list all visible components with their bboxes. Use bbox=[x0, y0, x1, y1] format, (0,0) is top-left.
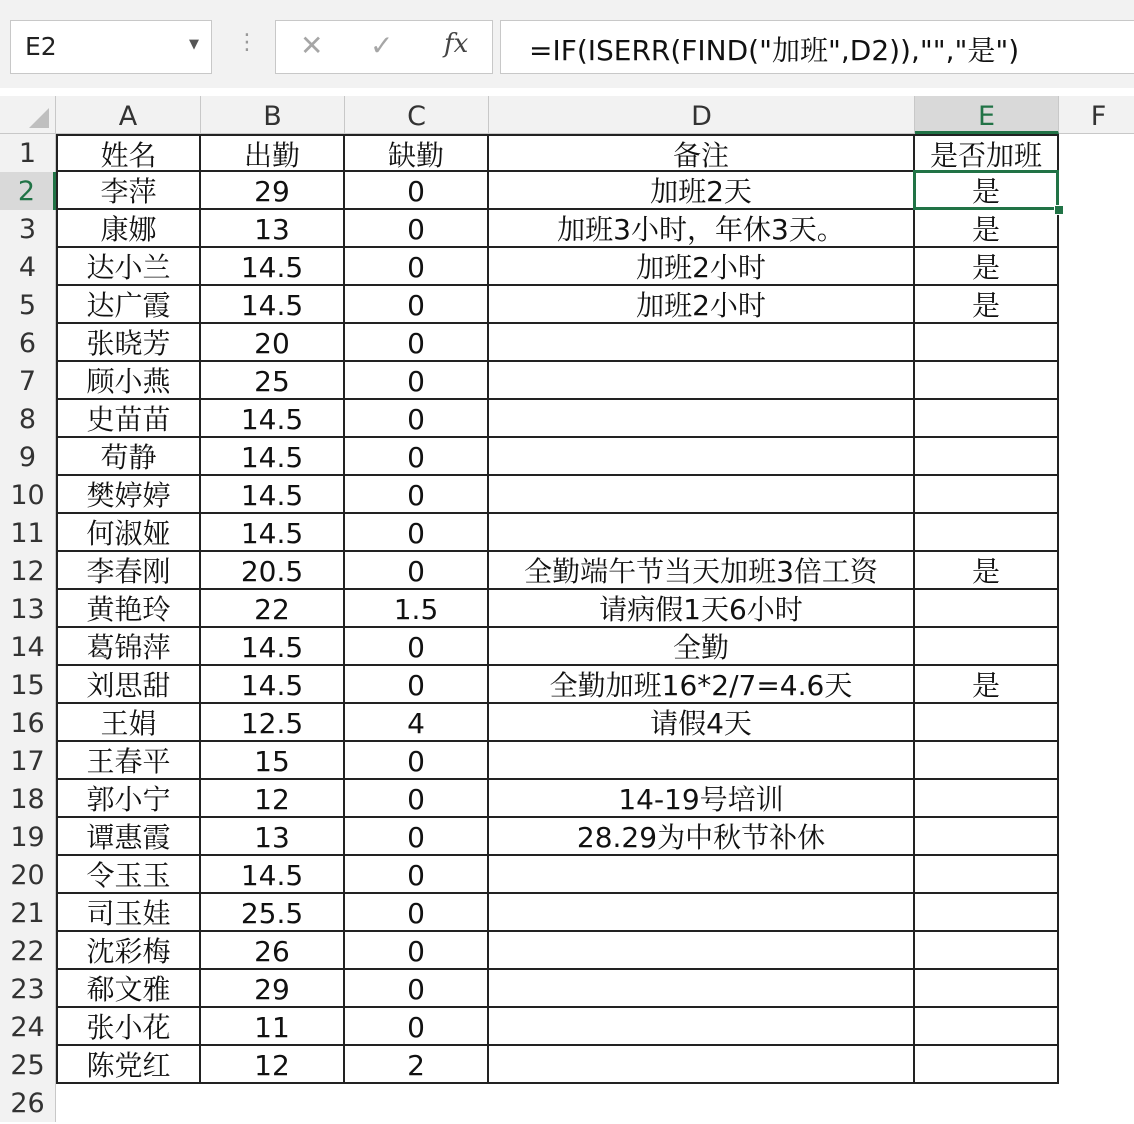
cell-e4[interactable]: 是 bbox=[915, 248, 1059, 286]
select-all-icon bbox=[29, 108, 49, 128]
cell-b1[interactable]: 出勤 bbox=[201, 134, 345, 172]
row-header[interactable]: 2 bbox=[0, 172, 56, 210]
row-header[interactable]: 17 bbox=[0, 742, 56, 780]
formula-bar-area bbox=[0, 0, 1134, 88]
formula-buttons bbox=[275, 20, 493, 74]
cell-b12[interactable]: 20.5 bbox=[201, 552, 345, 590]
row-header[interactable]: 16 bbox=[0, 704, 56, 742]
cell-d14[interactable]: 全勤 bbox=[489, 628, 915, 666]
cell-a8[interactable]: 史苗苗 bbox=[56, 400, 201, 438]
cell-e12[interactable]: 是 bbox=[915, 552, 1059, 590]
cell-c8[interactable]: 0 bbox=[345, 400, 489, 438]
cell-b11[interactable]: 14.5 bbox=[201, 514, 345, 552]
cell-a13[interactable]: 黄艳玲 bbox=[56, 590, 201, 628]
cell-b8[interactable]: 14.5 bbox=[201, 400, 345, 438]
cell-a6[interactable]: 张晓芳 bbox=[56, 324, 201, 362]
cell-e9[interactable] bbox=[915, 438, 1059, 476]
cell-d22[interactable] bbox=[489, 932, 915, 970]
spreadsheet-grid bbox=[0, 96, 1134, 1119]
cell-c20[interactable]: 0 bbox=[345, 856, 489, 894]
cell-a15[interactable]: 刘思甜 bbox=[56, 666, 201, 704]
cell-c18[interactable]: 0 bbox=[345, 780, 489, 818]
cell-a5[interactable]: 达广霞 bbox=[56, 286, 201, 324]
column-header-c[interactable]: C bbox=[345, 96, 489, 134]
cell-e1[interactable]: 是否加班 bbox=[915, 134, 1059, 172]
cell-c1[interactable]: 缺勤 bbox=[345, 134, 489, 172]
cell-d23[interactable] bbox=[489, 970, 915, 1008]
cell-b4[interactable]: 14.5 bbox=[201, 248, 345, 286]
cell-a17[interactable]: 王春平 bbox=[56, 742, 201, 780]
row-header[interactable]: 15 bbox=[0, 666, 56, 704]
cell-c23[interactable]: 0 bbox=[345, 970, 489, 1008]
cell-b21[interactable]: 25.5 bbox=[201, 894, 345, 932]
cell-b9[interactable]: 14.5 bbox=[201, 438, 345, 476]
column-header-a[interactable]: A bbox=[56, 96, 201, 134]
cell-c6[interactable]: 0 bbox=[345, 324, 489, 362]
row-header[interactable]: 4 bbox=[0, 248, 56, 286]
drag-handle-icon[interactable]: ⋮ bbox=[236, 30, 258, 55]
cell-d11[interactable] bbox=[489, 514, 915, 552]
cell-b20[interactable]: 14.5 bbox=[201, 856, 345, 894]
cell-c15[interactable]: 0 bbox=[345, 666, 489, 704]
cell-c11[interactable]: 0 bbox=[345, 514, 489, 552]
cell-e20[interactable] bbox=[915, 856, 1059, 894]
cell-a21[interactable]: 司玉娃 bbox=[56, 894, 201, 932]
cell-d21[interactable] bbox=[489, 894, 915, 932]
row-header[interactable]: 26 bbox=[0, 1084, 56, 1122]
cell-a25[interactable]: 陈党红 bbox=[56, 1046, 201, 1084]
cell-b25[interactable]: 12 bbox=[201, 1046, 345, 1084]
cell-b23[interactable]: 29 bbox=[201, 970, 345, 1008]
cell-c9[interactable]: 0 bbox=[345, 438, 489, 476]
cell-b19[interactable]: 13 bbox=[201, 818, 345, 856]
cell-d16[interactable]: 请假4天 bbox=[489, 704, 915, 742]
cancel-icon[interactable]: ✕ bbox=[300, 29, 324, 62]
cell-a9[interactable]: 苟静 bbox=[56, 438, 201, 476]
cell-b13[interactable]: 22 bbox=[201, 590, 345, 628]
cell-d1[interactable]: 备注 bbox=[489, 134, 915, 172]
cell-d4[interactable]: 加班2小时 bbox=[489, 248, 915, 286]
chevron-down-icon[interactable]: ▼ bbox=[189, 37, 199, 52]
cell-c12[interactable]: 0 bbox=[345, 552, 489, 590]
cell-e14[interactable] bbox=[915, 628, 1059, 666]
cell-d2[interactable]: 加班2天 bbox=[489, 172, 915, 210]
cell-c21[interactable]: 0 bbox=[345, 894, 489, 932]
cell-d9[interactable] bbox=[489, 438, 915, 476]
cell-b7[interactable]: 25 bbox=[201, 362, 345, 400]
cell-c3[interactable]: 0 bbox=[345, 210, 489, 248]
cell-a10[interactable]: 樊婷婷 bbox=[56, 476, 201, 514]
cell-b15[interactable]: 14.5 bbox=[201, 666, 345, 704]
insert-function-icon[interactable]: fx bbox=[444, 29, 469, 59]
confirm-icon[interactable]: ✓ bbox=[370, 29, 394, 62]
cell-b16[interactable]: 12.5 bbox=[201, 704, 345, 742]
cell-a20[interactable]: 令玉玉 bbox=[56, 856, 201, 894]
cell-e8[interactable] bbox=[915, 400, 1059, 438]
row-header[interactable]: 7 bbox=[0, 362, 56, 400]
cell-c13[interactable]: 1.5 bbox=[345, 590, 489, 628]
cell-c25[interactable]: 2 bbox=[345, 1046, 489, 1084]
cell-d18[interactable]: 14-19号培训 bbox=[489, 780, 915, 818]
cell-a4[interactable]: 达小兰 bbox=[56, 248, 201, 286]
row-header[interactable]: 12 bbox=[0, 552, 56, 590]
name-box-value: E2 bbox=[25, 32, 57, 61]
cell-a19[interactable]: 谭惠霞 bbox=[56, 818, 201, 856]
row-header[interactable]: 14 bbox=[0, 628, 56, 666]
cell-e6[interactable] bbox=[915, 324, 1059, 362]
cell-e23[interactable] bbox=[915, 970, 1059, 1008]
cell-a18[interactable]: 郭小宁 bbox=[56, 780, 201, 818]
cell-e2[interactable]: 是 bbox=[915, 172, 1059, 210]
cell-d6[interactable] bbox=[489, 324, 915, 362]
cell-b2[interactable]: 29 bbox=[201, 172, 345, 210]
cell-d19[interactable]: 28.29为中秋节补休 bbox=[489, 818, 915, 856]
row-header[interactable]: 5 bbox=[0, 286, 56, 324]
row-header[interactable]: 22 bbox=[0, 932, 56, 970]
cell-c14[interactable]: 0 bbox=[345, 628, 489, 666]
cell-b22[interactable]: 26 bbox=[201, 932, 345, 970]
cell-a14[interactable]: 葛锦萍 bbox=[56, 628, 201, 666]
row-header[interactable]: 18 bbox=[0, 780, 56, 818]
cell-d8[interactable] bbox=[489, 400, 915, 438]
row-header[interactable]: 13 bbox=[0, 590, 56, 628]
cell-b14[interactable]: 14.5 bbox=[201, 628, 345, 666]
column-header-e[interactable]: E bbox=[915, 96, 1059, 134]
cell-d24[interactable] bbox=[489, 1008, 915, 1046]
row-header[interactable]: 6 bbox=[0, 324, 56, 362]
cell-b6[interactable]: 20 bbox=[201, 324, 345, 362]
cell-e18[interactable] bbox=[915, 780, 1059, 818]
cell-b3[interactable]: 13 bbox=[201, 210, 345, 248]
cell-e3[interactable]: 是 bbox=[915, 210, 1059, 248]
cell-e7[interactable] bbox=[915, 362, 1059, 400]
fill-handle[interactable] bbox=[1054, 205, 1064, 215]
cell-d3[interactable]: 加班3小时，年休3天。 bbox=[489, 210, 915, 248]
cell-c4[interactable]: 0 bbox=[345, 248, 489, 286]
cell-e21[interactable] bbox=[915, 894, 1059, 932]
row-header[interactable]: 10 bbox=[0, 476, 56, 514]
cell-d25[interactable] bbox=[489, 1046, 915, 1084]
cell-d12[interactable]: 全勤端午节当天加班3倍工资 bbox=[489, 552, 915, 590]
cell-d15[interactable]: 全勤加班16*2/7=4.6天 bbox=[489, 666, 915, 704]
cell-a7[interactable]: 顾小燕 bbox=[56, 362, 201, 400]
cell-c10[interactable]: 0 bbox=[345, 476, 489, 514]
row-header[interactable]: 23 bbox=[0, 970, 56, 1008]
cell-e17[interactable] bbox=[915, 742, 1059, 780]
cell-a1[interactable]: 姓名 bbox=[56, 134, 201, 172]
formula-text: =IF(ISERR(FIND("加班",D2)),"","是") bbox=[529, 34, 1020, 67]
cell-c5[interactable]: 0 bbox=[345, 286, 489, 324]
cell-e11[interactable] bbox=[915, 514, 1059, 552]
cell-b18[interactable]: 12 bbox=[201, 780, 345, 818]
cell-a16[interactable]: 王娟 bbox=[56, 704, 201, 742]
cell-e16[interactable] bbox=[915, 704, 1059, 742]
cell-c22[interactable]: 0 bbox=[345, 932, 489, 970]
column-header-row bbox=[0, 96, 1134, 134]
cell-d20[interactable] bbox=[489, 856, 915, 894]
cell-e24[interactable] bbox=[915, 1008, 1059, 1046]
row-header[interactable]: 1 bbox=[0, 134, 56, 172]
cell-e10[interactable] bbox=[915, 476, 1059, 514]
cell-a3[interactable]: 康娜 bbox=[56, 210, 201, 248]
cell-e13[interactable] bbox=[915, 590, 1059, 628]
cell-d17[interactable] bbox=[489, 742, 915, 780]
cell-a11[interactable]: 何淑娅 bbox=[56, 514, 201, 552]
cell-a12[interactable]: 李春刚 bbox=[56, 552, 201, 590]
cell-c2[interactable]: 0 bbox=[345, 172, 489, 210]
column-header-d[interactable]: D bbox=[489, 96, 915, 134]
row-header[interactable]: 20 bbox=[0, 856, 56, 894]
cell-e19[interactable] bbox=[915, 818, 1059, 856]
cell-d7[interactable] bbox=[489, 362, 915, 400]
column-header-f[interactable]: F bbox=[1059, 96, 1134, 134]
cell-a2[interactable]: 李萍 bbox=[56, 172, 201, 210]
cell-c17[interactable]: 0 bbox=[345, 742, 489, 780]
row-header[interactable]: 19 bbox=[0, 818, 56, 856]
name-box[interactable] bbox=[10, 20, 212, 74]
formula-input[interactable] bbox=[500, 20, 1134, 74]
cell-b5[interactable]: 14.5 bbox=[201, 286, 345, 324]
cell-c7[interactable]: 0 bbox=[345, 362, 489, 400]
row-header[interactable]: 25 bbox=[0, 1046, 56, 1084]
row-header[interactable]: 21 bbox=[0, 894, 56, 932]
cell-a23[interactable]: 郗文雅 bbox=[56, 970, 201, 1008]
cell-e25[interactable] bbox=[915, 1046, 1059, 1084]
row-header[interactable]: 8 bbox=[0, 400, 56, 438]
cell-b17[interactable]: 15 bbox=[201, 742, 345, 780]
cell-a22[interactable]: 沈彩梅 bbox=[56, 932, 201, 970]
row-header[interactable]: 9 bbox=[0, 438, 56, 476]
cell-a24[interactable]: 张小花 bbox=[56, 1008, 201, 1046]
cell-d10[interactable] bbox=[489, 476, 915, 514]
cell-d13[interactable]: 请病假1天6小时 bbox=[489, 590, 915, 628]
cell-d5[interactable]: 加班2小时 bbox=[489, 286, 915, 324]
cell-e5[interactable]: 是 bbox=[915, 286, 1059, 324]
row-header[interactable]: 24 bbox=[0, 1008, 56, 1046]
cell-c24[interactable]: 0 bbox=[345, 1008, 489, 1046]
cell-b10[interactable]: 14.5 bbox=[201, 476, 345, 514]
cell-c16[interactable]: 4 bbox=[345, 704, 489, 742]
cell-e15[interactable]: 是 bbox=[915, 666, 1059, 704]
cell-c19[interactable]: 0 bbox=[345, 818, 489, 856]
row-header[interactable]: 11 bbox=[0, 514, 56, 552]
row-header[interactable]: 3 bbox=[0, 210, 56, 248]
select-all-corner[interactable] bbox=[0, 96, 56, 134]
column-header-b[interactable]: B bbox=[201, 96, 345, 134]
cell-e22[interactable] bbox=[915, 932, 1059, 970]
cell-b24[interactable]: 11 bbox=[201, 1008, 345, 1046]
